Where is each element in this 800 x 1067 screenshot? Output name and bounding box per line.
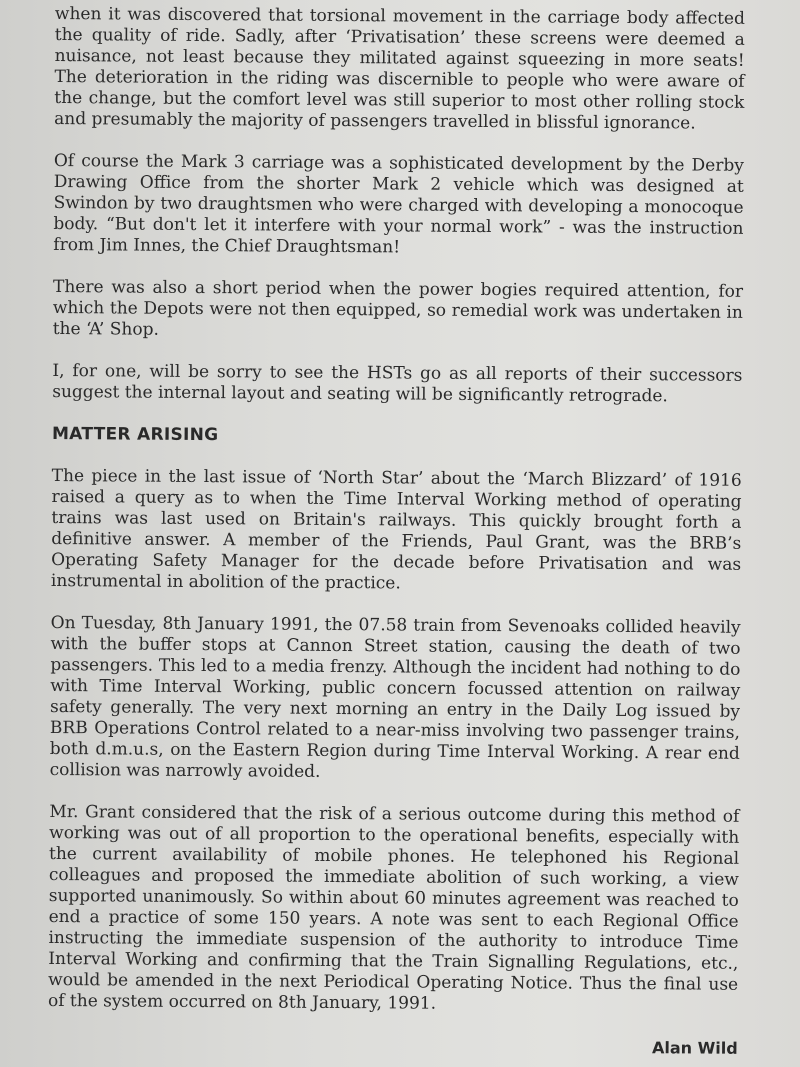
section-heading: MATTER ARISING (51, 423, 219, 446)
paragraph-cannon-street-collision: On Tuesday, 8th January 1991, the 07.58 train from Sevenoaks collided heavily with the buffer stops at Cannon Street station, causing the death of two passengers. This led to a media frenzy. Although the incident had nothing to do with Time Interval Working, public concern focussed attention on railway safety generally. The very next morning an entry in the Daily Log issued by BRB Operations Control related to a near-miss involving two passenger trains, both d.m.u.s, on the Eastern Region during Time Interval Working. A rear end collision was narrowly avoided. (49, 612, 741, 782)
author-signature: Alan Wild (651, 1038, 738, 1058)
paragraph-power-bogies: There was also a short period when the power bogies required attention, for which the Depots were not then equipped, so remedial work was undertaken in the ‘A’ Shop. (52, 276, 744, 340)
paragraph-north-star-query: The piece in the last issue of ‘North Star’ about the ‘March Blizzard’ of 1916 raised a query as to when the Time Interval Working method of operating trains was last used on Britain's railways. This quickly brought forth a definitive answer. A member of the Friends, Paul Grant, was the BRB’s Operating Safety Manager for the decade before Privatisation and was instrumental in abolition of the practice. (50, 465, 742, 594)
paragraph-abolition-decision: Mr. Grant considered that the risk of a serious outcome during this method of working was out of all proportion to the operational benefits, especially with the current availability of mobile phones. He telephoned his Regional colleagues and proposed the immediate abolition of such working, a view supported unanimously. So within about 60 minutes agreement was reached to end a practice of some 150 years. A note was sent to each Regional Office instructing the immediate suspension of the authority to introduce Time Interval Working and confirming that the Train Signalling Regulations, etc., would be amended in the next Periodical Operating Notice. Thus the final use of the system occurred on 8th January, 1991. (47, 801, 740, 1014)
paragraph-mark-3-carriage: Of course the Mark 3 carriage was a sophisticated development by the Derby Drawing Office from the shorter Mark 2 vehicle which was designed at Swindon by two draughtsmen who were charged with developing a monocoque body. “But don't let it interfere with your normal work” - was the instruction from Jim Innes, the Chief Draughtsman! (53, 150, 744, 258)
paragraph-carriage-screens: when it was discovered that torsional movement in the carriage body affected the quality of ride. Sadly, after ‘Privatisation’ these screens were deemed a nuisance, not least because they militated against squeezing in more seats! The deterioration in the riding was discernible to people who were aware of the change, but the comfort level was still superior to most other rolling stock and presumably the majority of passengers travelled in blissful ignorance. (54, 4, 745, 134)
article-body (48, 4, 745, 1059)
paragraph-hst-successors: I, for one, will be sorry to see the HSTs go as all reports of their successors suggest the internal layout and seating will be significantly retrograde. (52, 360, 743, 407)
